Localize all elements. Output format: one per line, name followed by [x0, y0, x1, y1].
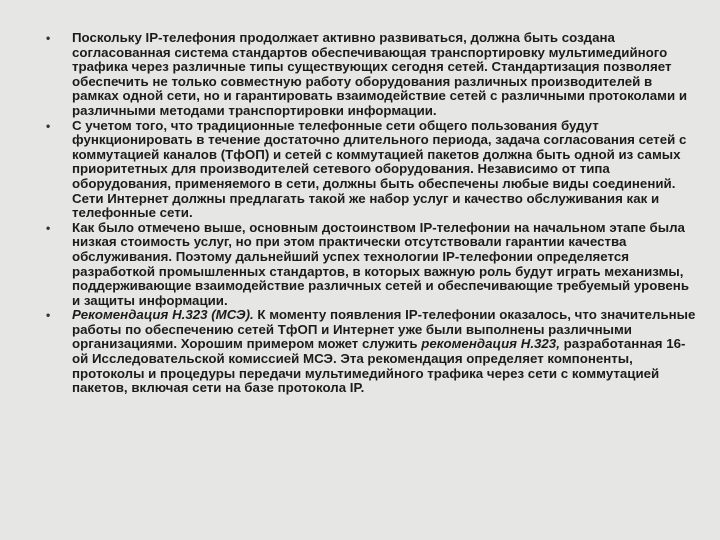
- bullet-text-part: разработанная 16-ой Исследовательской комиссией МСЭ. Эта рекомендация определяет компоненты, протоколы и процедуры передачи мультимедийного трафика через сети с коммутацией пакетов, включая сети на базе протокола IP.: [72, 336, 686, 396]
- bullet-text-part: К моменту появления IP-телефонии оказалось, что значительные работы по обеспечению сетей ТфОП и Интернет уже были выполнены различными организациями. Хорошим примером может служить: [72, 307, 696, 352]
- bullet-item-network-interworking: [0, 119, 700, 221]
- bullet-text: С учетом того, что традиционные телефонные сети общего пользования будут функционировать в течение достаточно длительного периода, задача согласования сетей с коммутацией каналов (ТфОП) и сетей с коммутацией пакетов должна быть одной из самых приоритетных для производителей сетевого оборудования. Независимо от типа оборудования, применяемого в сети, должны быть обеспечены любые виды соединений. Сети Интернет должны предлагать такой же набор услуг и качество обслуживания как и телефонные сети.: [72, 117, 687, 221]
- bullet-item-h323-recommendation: [0, 308, 700, 396]
- bullet-item-standards: [0, 31, 700, 119]
- recommendation-title: Рекомендация Н.323 (МСЭ).: [72, 307, 254, 323]
- bullet-text: Как было отмечено выше, основным достоинством IP-телефонии на начальном этапе была низкая стоимость услуг, но при этом практически отсутствовали гарантии качества обслуживания. Поэтому дальнейший успех технологии IP-телефонии определяется разработкой промышленных стандартов, в которых важную роль будут играть механизмы, поддерживающие взаимодействие различных сетей и обеспечивающие требуемый уровень и защиты информации.: [72, 219, 689, 308]
- bullet-icon: •: [46, 31, 51, 45]
- recommendation-reference: рекомендация Н.323,: [421, 336, 560, 352]
- bullet-item-quality-of-service: [0, 221, 700, 309]
- bullet-icon: •: [46, 220, 51, 235]
- bullet-text: Поскольку IP-телефония продолжает активно развиваться, должна быть создана согласованная система стандартов обеспечивающая транспортировку мультимедийного трафика через различные типы существующих сегодня сетей. Стандартизация позволяет обеспечить не только совместную работу оборудования различных производителей в рамках одной сети, но и гарантировать взаимодействие сетей с различными протоколами и различными методами транспортировки информации.: [72, 30, 688, 118]
- bullet-text: [72, 308, 700, 396]
- bullet-list: [0, 31, 700, 396]
- bullet-icon: •: [46, 308, 51, 323]
- bullet-icon: •: [46, 118, 51, 133]
